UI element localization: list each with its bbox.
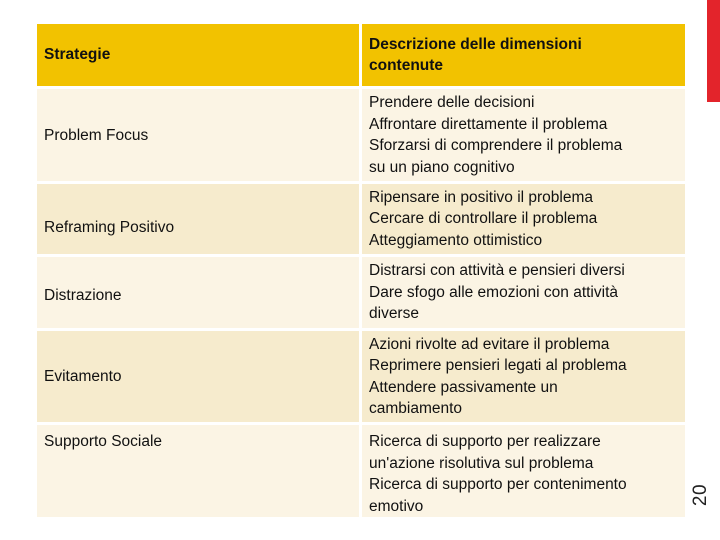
description-line: Sforzarsi di comprendere il problema: [369, 137, 623, 154]
description-line: Ripensare in positivo il problema: [369, 188, 594, 206]
header-col2-line: contenute: [369, 57, 444, 74]
header-col2-line: Descrizione delle dimensioni: [369, 35, 582, 53]
description-cell: [362, 425, 685, 517]
strategy-label: Problem Focus: [44, 127, 149, 145]
description-cell: [362, 184, 685, 254]
page-number-label: 20: [690, 483, 712, 507]
strategy-label: Distrazione: [44, 286, 122, 304]
description-line: Cercare di controllare il problema: [369, 210, 598, 228]
page-number: [690, 470, 712, 520]
description-line: Dare sfogo alle emozioni con attività: [369, 283, 618, 301]
strategy-cell: [37, 257, 359, 328]
description-line: Reprimere pensieri legati al problema: [369, 357, 627, 374]
description-line: emotivo: [369, 497, 424, 515]
description-line: Ricerca di supporto per realizzare: [369, 433, 601, 450]
description-line: Atteggiamento ottimistico: [369, 231, 543, 249]
header-col1-label: Strategie: [44, 46, 111, 64]
description-cell: [362, 331, 685, 422]
table-row: [37, 331, 685, 422]
description-line: Attendere passivamente un: [369, 378, 558, 396]
description-cell: [362, 257, 685, 328]
description-line: Azioni rivolte ad evitare il problema: [369, 335, 610, 353]
description-cell: [362, 89, 685, 181]
strategy-cell: [37, 184, 359, 254]
coping-strategies-table: [37, 24, 685, 517]
header-strategie: [37, 24, 359, 86]
description-line: un'azione risolutiva sul problema: [369, 454, 594, 472]
strategy-cell: [37, 89, 359, 181]
table-row: [37, 425, 685, 517]
description-line: cambiamento: [369, 400, 463, 417]
table-row: [37, 257, 685, 328]
description-line: su un piano cognitivo: [369, 158, 515, 176]
header-descrizione: [362, 24, 685, 86]
accent-bar: [707, 0, 720, 102]
strategy-cell: [37, 331, 359, 422]
strategy-label: Evitamento: [44, 367, 122, 385]
description-line: Ricerca di supporto per contenimento: [369, 476, 627, 493]
description-line: diverse: [369, 305, 419, 323]
description-line: Affrontare direttamente il problema: [369, 115, 608, 133]
table-row: [37, 89, 685, 181]
description-line: Distrarsi con attività e pensieri diversi: [369, 262, 625, 280]
strategy-label: Supporto Sociale: [44, 433, 163, 450]
strategy-cell: [37, 425, 359, 517]
description-line: Prendere delle decisioni: [369, 94, 535, 111]
table-header-row: [37, 24, 685, 86]
strategy-label: Reframing Positivo: [44, 219, 175, 237]
table-row: [37, 184, 685, 254]
